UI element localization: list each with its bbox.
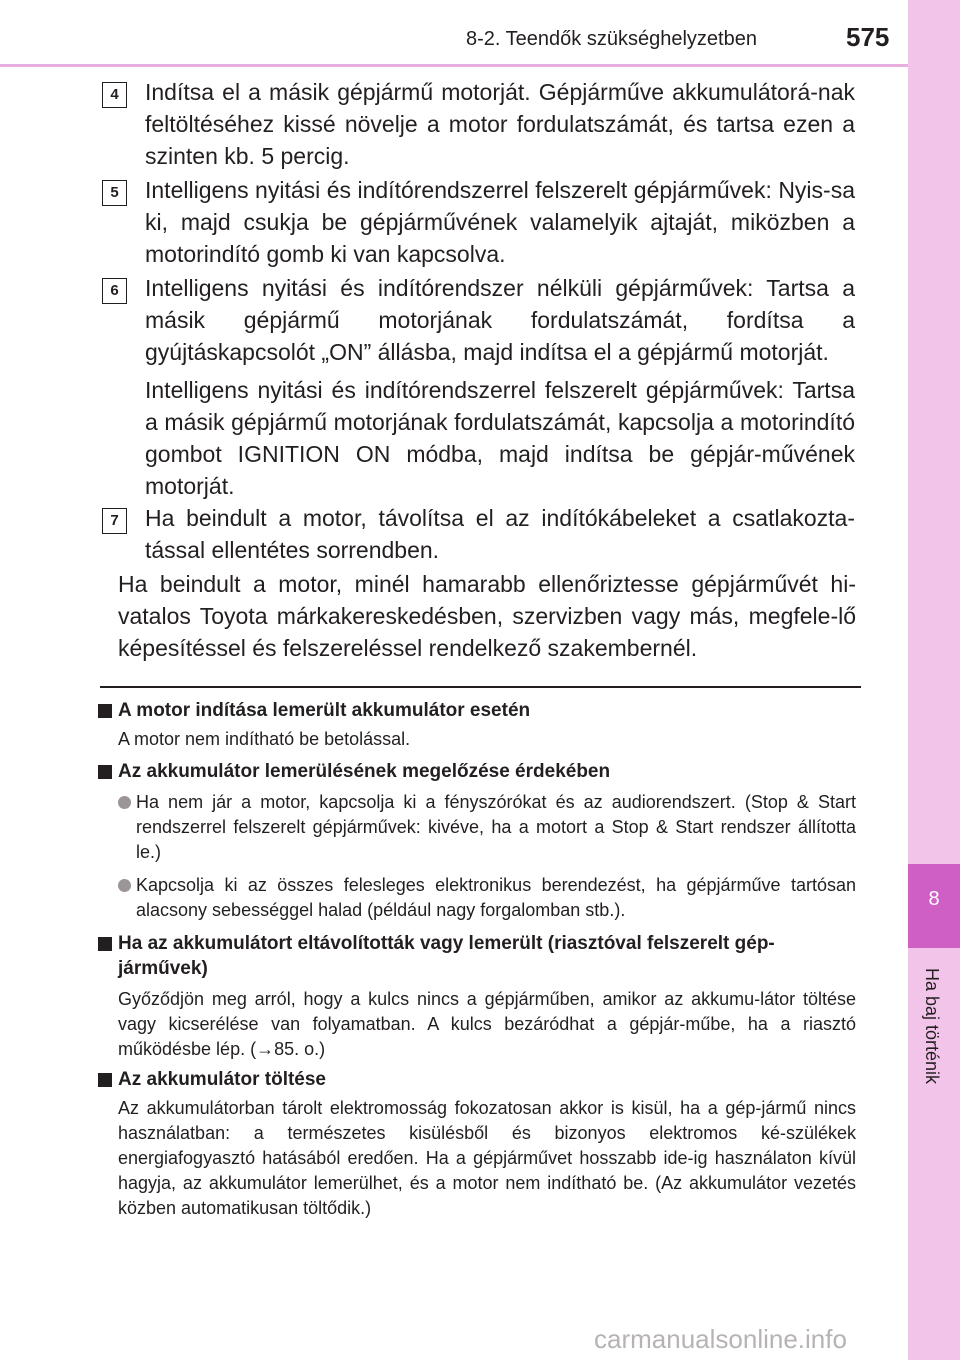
note-body-4: Az akkumulátorban tárolt elektromosság fokozatosan akkor is kisül, ha a gép-jármű nincs használatban: a természetes kisülésből és bizonyos elektromos ké-szülékek energiafogyasztó hatásából eredően. Ha a gépjárművet hosszabb ide-ig használaton kívül hagyja, az akkumulátor lemerülhet, és a motor nem indítható be. (Az akkumulátor vezetés közben automatikusan töltődik.) bbox=[118, 1098, 856, 1218]
step-number-7: 7 bbox=[102, 508, 127, 534]
bullet-text: Kapcsolja ki az összes felesleges elektronikus berendezést, ha gépjárműve tartósan alacsony sebességgel halad (például nagy forgalomban stb.). bbox=[136, 875, 856, 920]
bullet-text: Ha nem jár a motor, kapcsolja ki a fényszórókat és az audiorendszert. (Stop & Start rendszerrel felszerelt gépjárművek: kivéve, ha a motort a Stop & Start rendszer állította le.) bbox=[136, 792, 856, 862]
step-number-4: 4 bbox=[102, 82, 127, 108]
page-number: 575 bbox=[846, 22, 890, 52]
note-heading-3 bbox=[98, 931, 858, 981]
section-divider bbox=[100, 686, 861, 688]
step-text-7: Ha beindult a motor, távolítsa el az indítókábeleket a csatlakozta-tással ellentétes sorrendben. bbox=[145, 505, 855, 563]
header-rule bbox=[0, 64, 960, 67]
note-heading-text: Ha az akkumulátort eltávolították vagy lemerült (riasztóval felszerelt gép-járművek) bbox=[118, 933, 775, 979]
square-bullet-icon bbox=[98, 937, 112, 951]
circle-bullet-icon bbox=[118, 879, 131, 892]
chapter-label: Ha baj történik bbox=[922, 968, 942, 1085]
watermark: carmanualsonline.info bbox=[594, 1324, 847, 1354]
note-bullet-item bbox=[118, 873, 856, 923]
note-heading-text: A motor indítása lemerült akkumulátor esetén bbox=[118, 700, 531, 721]
step-number-5: 5 bbox=[102, 180, 127, 206]
step-text-5: Intelligens nyitási és indítórendszerrel felszerelt gépjárművek: Nyis-sa ki, majd csukja be gépjárművének valamelyik ajtaját, miközben a motorindító gomb ki van kapcsolva. bbox=[145, 177, 855, 267]
note-heading-1 bbox=[98, 698, 858, 723]
step-text-6-alt: Intelligens nyitási és indítórendszerrel felszerelt gépjárművek: Tartsa a másik gépjármű motorjának fordulatszámát, kapcsolja a motorindító gombot IGNITION ON módba, majd indítsa be gépjár-művének motorját. bbox=[145, 377, 855, 499]
note-heading-2 bbox=[98, 759, 858, 784]
chapter-side-tab bbox=[908, 0, 960, 1360]
note-body-3: Győződjön meg arról, hogy a kulcs nincs a gépjárműben, amikor az akkumu-látor töltése vagy kicserélése van folyamatban. A kulcs bezáródhat a gépjár-műbe, ha a riasztó működésbe lép. (→85. o.) bbox=[118, 989, 856, 1059]
square-bullet-icon bbox=[98, 765, 112, 779]
note-bullet-item bbox=[118, 790, 856, 865]
step-text-6: Intelligens nyitási és indítórendszer nélküli gépjárművek: Tartsa a másik gépjármű motorjának fordulatszámát, fordítsa a gyújtáskapcsolót „ON” állásba, majd indítsa el a gépjármű motorját. bbox=[145, 275, 855, 365]
step-text-4: Indítsa el a másik gépjármű motorját. Gépjárműve akkumulátorá-nak feltöltéséhez kissé növelje a motor fordulatszámát, és tartsa ezen a szinten kb. 5 percig. bbox=[145, 79, 855, 169]
section-title: 8-2. Teendők szükséghelyzetben bbox=[466, 28, 757, 50]
circle-bullet-icon bbox=[118, 796, 131, 809]
chapter-number: 8 bbox=[928, 888, 940, 910]
note-heading-text: Az akkumulátor lemerülésének megelőzése érdekében bbox=[118, 761, 611, 782]
closing-paragraph: Ha beindult a motor, minél hamarabb ellenőriztesse gépjárművét hi-vatalos Toyota márkakereskedésben, szervizben vagy más, megfele-lő képesítéssel és felszereléssel rendelkező szakembernél. bbox=[118, 571, 856, 661]
note-heading-text: Az akkumulátor töltése bbox=[118, 1069, 326, 1090]
step-number-6: 6 bbox=[102, 278, 127, 304]
note-body-1: A motor nem indítható be betolással. bbox=[118, 729, 411, 749]
note-heading-4 bbox=[98, 1067, 858, 1092]
square-bullet-icon bbox=[98, 704, 112, 718]
square-bullet-icon bbox=[98, 1073, 112, 1087]
